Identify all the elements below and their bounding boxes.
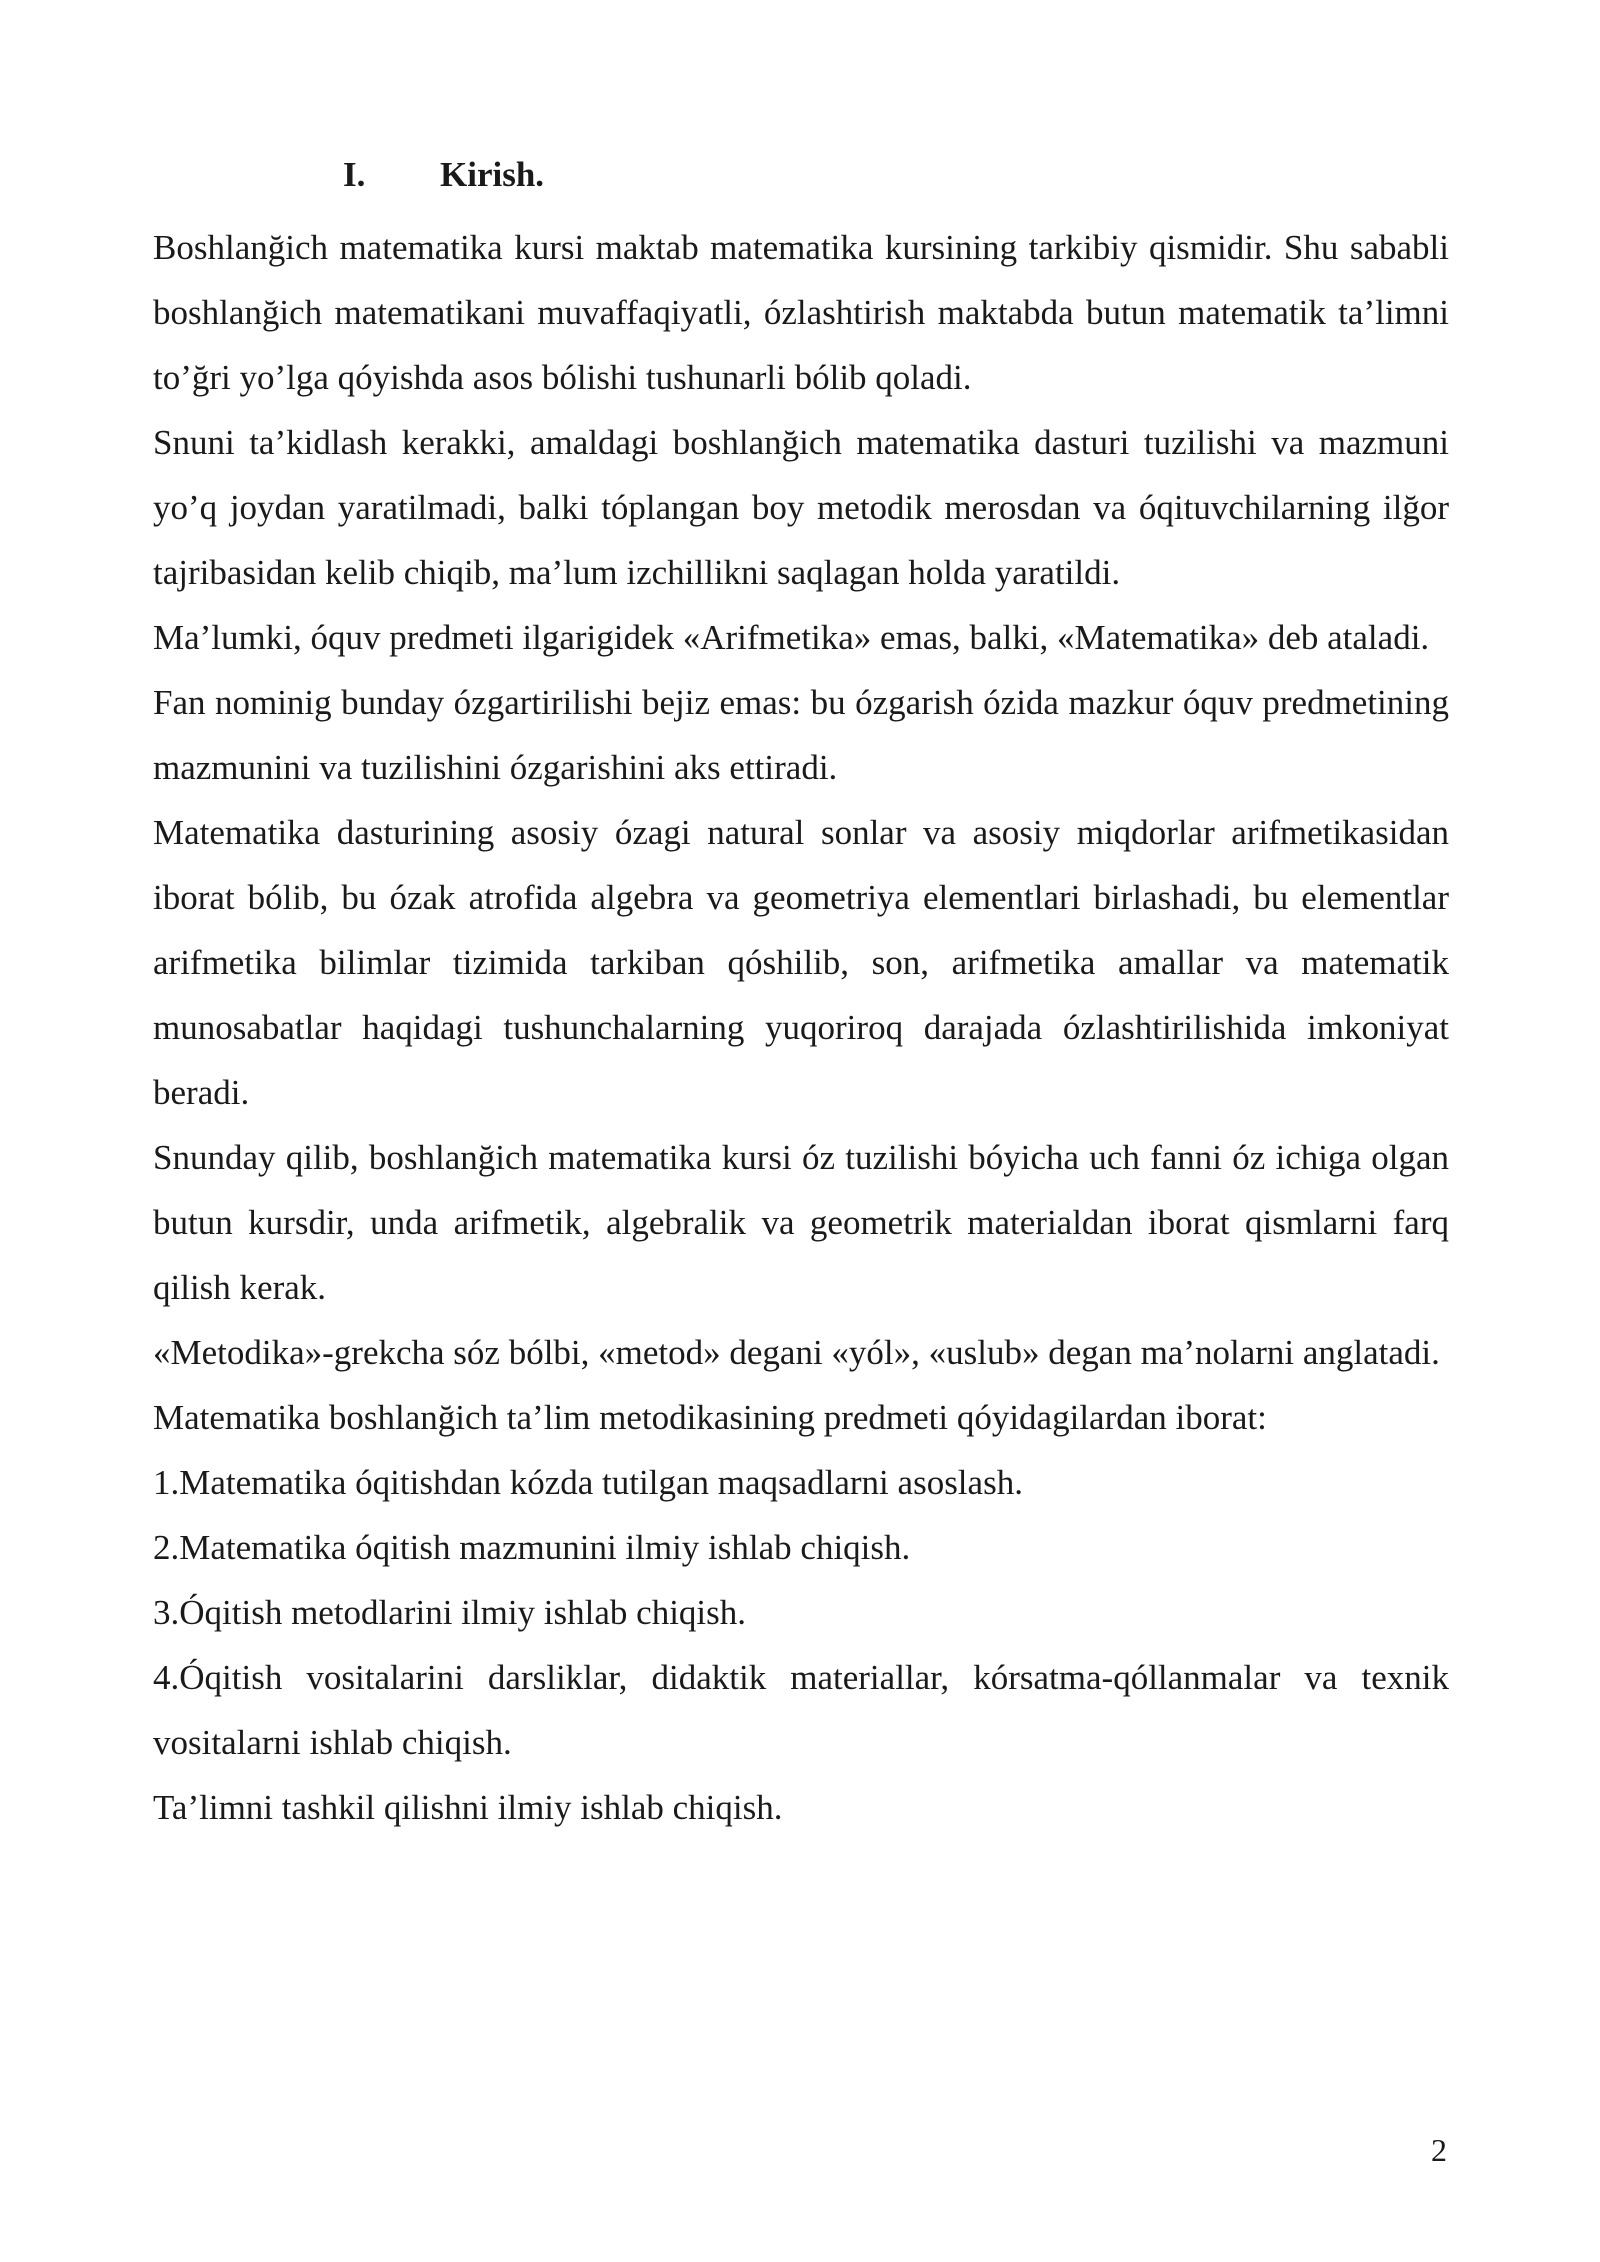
paragraph-2: Snuni ta’kidlash kerakki, amaldagi boshlanğich matematika dasturi tuzilishi va mazmuni yo’q joydan yaratilmadi, balki tóplangan boy metodik merosdan va óqituvchilarning ilğor tajribasidan kelib chiqib, ma’lum izchillikni saqlagan holda yaratildi.	[153, 423, 1449, 592]
paragraph-7: «Metodika»-grekcha sóz bólbi, «metod» degani «yól», «uslub» degan ma’nolarni anglatadi.	[153, 1333, 1440, 1372]
page-number: 2	[1431, 2132, 1447, 2168]
section-number: I.	[343, 155, 366, 194]
section-title: Kirish.	[440, 155, 545, 194]
paragraph-8: Matematika boshlanğich ta’lim metodikasining predmeti qóyidagilardan iborat:	[153, 1398, 1267, 1437]
paragraph-5: Matematika dasturining asosiy ózagi natural sonlar va asosiy miqdorlar arifmetikasidan iborat bólib, bu ózak atrofida algebra va geometriya elementlari birlashadi, bu elementlar arifmetika bilimlar tizimida tarkiban qóshilib, son, arifmetika amallar va matematik munosabatlar haqidagi tushunchalarning yuqoriroq darajada ózlashtirilishida imkoniyat beradi.	[153, 813, 1449, 1112]
list-item-2: 2.Matematika óqitish mazmunini ilmiy ishlab chiqish.	[153, 1528, 911, 1567]
paragraph-final: Ta’limni tashkil qilishni ilmiy ishlab chiqish.	[153, 1788, 783, 1827]
paragraph-1: Boshlanğich matematika kursi maktab matematika kursining tarkibiy qismidir. Shu sababli boshlanğich matematikani muvaffaqiyatli, ózlashtirish maktabda butun matematik ta’limni to’ğri yo’lga qóyishda asos bólishi tushunarli bólib qoladi.	[153, 228, 1449, 397]
paragraph-3: Ma’lumki, óquv predmeti ilgarigidek «Arifmetika» emas, balki, «Matematika» deb ataladi.	[153, 618, 1430, 657]
list-item-4: 4.Óqitish vositalarini darsliklar, didaktik materiallar, kórsatma-qóllanmalar va texnik vositalarni ishlab chiqish.	[153, 1658, 1449, 1762]
paragraph-6: Snunday qilib, boshlanğich matematika kursi óz tuzilishi bóyicha uch fanni óz ichiga olgan butun kursdir, unda arifmetik, algebralik va geometrik materialdan iborat qismlarni farq qilish kerak.	[153, 1138, 1449, 1307]
document-page	[153, 150, 1449, 1840]
section-heading	[343, 150, 1449, 200]
list-item-3: 3.Óqitish metodlarini ilmiy ishlab chiqish.	[153, 1593, 747, 1632]
list-item-1: 1.Matematika óqitishdan kózda tutilgan maqsadlarni asoslash.	[153, 1463, 1023, 1502]
paragraph-4: Fan nominig bunday ózgartirilishi bejiz emas: bu ózgarish ózida mazkur óquv predmetining mazmunini va tuzilishini ózgarishini aks ettiradi.	[153, 683, 1449, 787]
